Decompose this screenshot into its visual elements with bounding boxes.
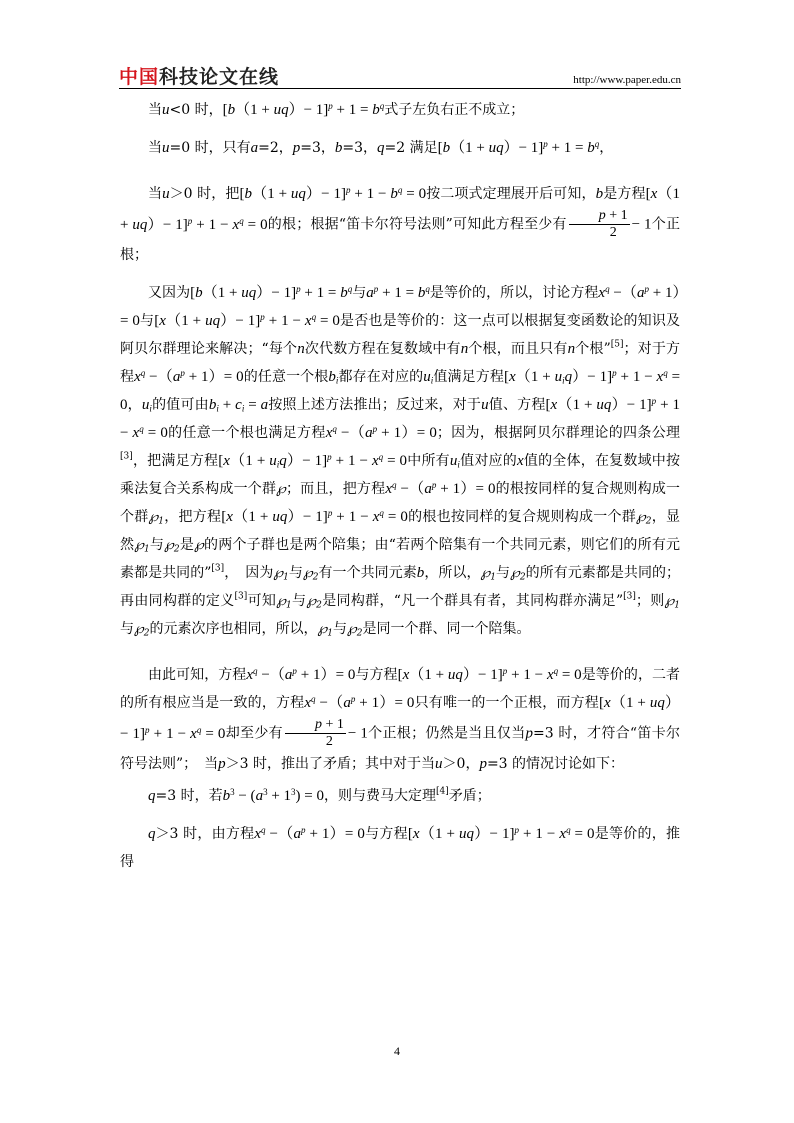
- formula-eq-b-zero: $[b(1 + uq)- 1]^p + 1 - b^q = 0$: [239, 185, 427, 202]
- article-body: [120, 96, 680, 876]
- citation[interactable]: [3]: [211, 563, 225, 574]
- paragraph-u-negative: 当u<0 时，$[b(1 + uq)- 1]^p + 1 = b^q$式子左负右正不成立；: [148, 101, 525, 118]
- page-header: [119, 62, 681, 90]
- page-number: 4: [394, 1044, 400, 1058]
- citation[interactable]: [3]: [234, 591, 248, 602]
- paragraph-q-equals-3: q=3 时，若$b^3 - (a^3 + 1^3) = 0$，则与费马大定理[4]矛盾；: [148, 786, 491, 804]
- paragraph-group-argument: 又因为$[b(1 + uq)- 1]^p + 1 = b^q$与$a^p + 1 = b^q$是等价的，所以，讨论方程$x^q -(a^p + 1)= 0$与$[x(1 + uq)- 1]^p + 1 - x^q = 0$是否也是等价的：这一点可以根据复变函数论的知识及阿贝尔群理论来解决；“每个n次代数方程在复数域中有n个根，而且只有n个根”[5]；对于方程$x^q -(a^p + 1)= 0$的任意一个根$b_i$都存在对应的$u_i$值满足方程$[x(1 + u_iq)- 1]^p + 1 - x^q = 0$，$u_i$的值可由$b_i + c_i = a$按照上述方法推出；反过来，对于u值、方程$[x(1 + uq)- 1]^p + 1 - x^q = 0$的任意一个根也满足方程$x^q -(a^p + 1)= 0$；因为，根据阿贝尔群理论的四条公理[3]，把满足方程$[x(1 + u_iq)- 1]^p + 1 - x^q = 0$中所有$u_i$值对应的x值的全体，在复数域中按乘法复合关系构成一个群℘；而且，把方程$x^q -(a^p + 1)= 0$的根按同样的复合规则构成一个群$℘_1$，把方程$[x(1 + uq)- 1]^p + 1 - x^q = 0$的根也按同样的复合规则构成一个群$℘_2$，显然$℘_1$与$℘_2$是℘的两个子群也是两个陪集；由“若两个陪集有一个共同元素，则它们的所有元素都是共同的”[3]， 因为$℘_1$与$℘_2$有一个共同元素b，所以，$℘_1$与$℘_2$的所有元素都是共同的；再由同构群的定义[3]可知$℘_1$与$℘_2$是同构群，“凡一个群具有者，其同构群亦满足”[3]；则$℘_1$与$℘_2$的元素次序也相同，所以，$℘_1$与$℘_2$是同一个群、同一个陪集。: [120, 284, 681, 639]
- logo-red-part: 中国: [119, 66, 160, 88]
- citation[interactable]: [3]: [623, 591, 636, 602]
- journal-logo: [119, 62, 279, 89]
- formula-eq-b: $[b(1 + uq)- 1]^p + 1 = b^q$: [222, 101, 385, 118]
- formula-eq-b: $[b(1 + uq)- 1]^p + 1 = b^q$: [437, 139, 600, 156]
- paragraph-q-greater-3: q＞3 时，由方程$x^q -(a^p + 1)= 0$与方程$[x(1 + uq)- 1]^p + 1 - x^q = 0$是等价的，推得: [120, 825, 681, 870]
- citation[interactable]: [4]: [436, 786, 449, 797]
- paragraph-u-positive: 当u＞0 时，把$[b(1 + uq)- 1]^p + 1 - b^q = 0$按二项式定理展开后可知，b是方程$[x(1 + uq)- 1]^p + 1 - x^q = 0$的根；根据“笛卡尔符号法则”可知此方程至少有 $\frac{p + 1}{2}$ − 1个正根；: [120, 185, 681, 263]
- paragraph-u-zero: 当u=0 时，只有a=2，p=3，b=3，q=2 满足$[b(1 + uq)- 1]^p + 1 = b^q$，: [148, 139, 614, 156]
- fraction: $\frac{p + 1}{2}$: [569, 208, 630, 241]
- header-url[interactable]: http://www.paper.edu.cn: [573, 74, 681, 86]
- logo-black-part: 科技论文在线: [159, 66, 280, 88]
- citation[interactable]: [3]: [120, 451, 133, 462]
- formula-eq-x-zero: $[x(1 + uq)- 1]^p + 1 - x^q = 0$: [120, 186, 681, 233]
- citation[interactable]: [5]: [610, 339, 624, 350]
- fraction: $\frac{p + 1}{2}$: [285, 717, 346, 750]
- paragraph-conclusion: 由此可知，方程$x^q -(a^p + 1)= 0$与方程$[x(1 + uq)- 1]^p + 1 - x^q = 0$是等价的，二者的所有根应当是一致的，方程$x^q -(a^p + 1)= 0$只有唯一的一个正根，而方程$[x(1 + uq)- 1]^p + 1 - x^q = 0$却至少有 $\frac{p + 1}{2}$ − 1个正根；仍然是当且仅当p=3 时，才符合“笛卡尔符号法则”； 当p＞3 时，推出了矛盾；其中对于当u＞0，p=3 的情况讨论如下：: [120, 666, 681, 772]
- header-rule: [119, 88, 681, 89]
